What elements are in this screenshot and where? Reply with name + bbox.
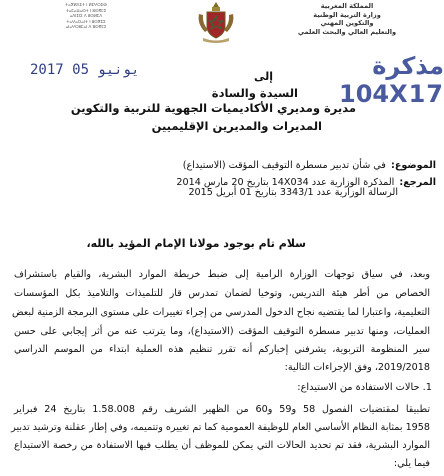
coat-of-arms-icon (195, 0, 237, 44)
section-heading: 1. حالات الاستفادة من الاستيداع: (297, 382, 432, 393)
reference-text-1: المذكرة الوزارية عدد 14X034 بتاريخ 20 مارس 2014 (176, 177, 395, 188)
letterhead-right-line: المملكة المغربية (320, 2, 374, 10)
reference-label: المرجع: (399, 177, 436, 188)
letterhead-tifinagh (40, 2, 132, 30)
body-line: سير المنظومة التربوية، يشرفني إخباركم أنه تقرر تنظيم هذه العملية ابتداء من الموسم الدراسي (14, 344, 430, 355)
body-line: العمليات، ومنها تدبير مسطرة التوقيف المؤقت (الاستيداع)، وما يترتب عنه من أثر إيجابي على حسن (14, 326, 430, 337)
section-line: فيما يلي: (393, 458, 430, 469)
body-line: الخصاص من أطر هيئة التدريس، وتوخيا لضمان تمدرس قار للتلميذات والتلاميذ بكل المؤسسات (14, 288, 430, 299)
letterhead-left-line: ⴰⵏⴰⵖⵔⵓⵎⴰⵏ ⴷ ⵓⵙⴳⵎⵉ (65, 24, 107, 30)
subject-label: الموضوع: (390, 160, 436, 171)
addressee-line-1: السيدة والسادة (211, 86, 298, 100)
addressee-to: إلى (254, 70, 274, 83)
letterhead-left-line: ⵜⴰⴳⵍⴷⵉⵜ ⵏ ⵍⵎⵖⵔⵉⴱ (65, 2, 107, 7)
body-line: وبعد، في سياق توجهات الوزارة الرامية إلى ضبط خريطة الموارد البشرية، والقيام باستشراف (14, 269, 430, 280)
letterhead-left-line: ⵜⴰⵎⴰⵡⴰⵙⵜ ⵏ ⵓⵙⴳⵎⵉ (65, 7, 107, 13)
letterhead-right-line: والتعليم العالي والبحث العلمي (297, 27, 397, 36)
greeting: سلام تام بوجود مولانا الإمام المؤيد بالله، (86, 237, 306, 250)
note-number-stamp: مذكرة 104X17 (339, 52, 444, 108)
body-line: 2019/2018، وفق الإجراءات التالية: (284, 362, 430, 373)
subject-text: في شأن تدبير مسطرة التوقيف المؤقت (الاستيداع) (182, 160, 386, 171)
addressee-line-2: مديرة ومديري الأكاديميات الجهوية للتربية والتكوين (70, 101, 356, 115)
addressee-line-3: المديرات والمديرين الإقليميين (151, 119, 322, 133)
date-stamp: 2017 يونيو 05 (30, 62, 140, 78)
letterhead-left-line: ⵜⴰⵖⴰⵔⴰⵏⵜ ⵏ ⵓⵙⴳⵎⵉ (66, 18, 106, 24)
letterhead-left-line: ⴰⴷⵏⵉⵏⵉ ⴷ ⵓⵙⵍⵎⴷ (69, 13, 103, 19)
letterhead-right-line: والتكوين المهني (320, 19, 374, 28)
letterhead-arabic (272, 2, 422, 36)
section-line: تطبيقا لمقتضيات الفصول 58 و59 و60 من الظهير الشريف رقم 1.58.008 بتاريخ 24 فبراير (14, 404, 430, 415)
letterhead-right-line: وزارة التربية الوطنية (313, 10, 381, 19)
reference-text-2: الرسالة الوزارية عدد 3343/1 بتاريخ 01 أبريل 2015 (188, 187, 398, 198)
section-line: الموارد البشرية، فقد تم تحديد الحالات التي يمكن للموظف أن يطلب فيها الاستفادة من رخصة الاستيداع (14, 440, 430, 451)
section-line: 1958 بمثابة النظام الأساسي العام للوظيفة العمومية كما تم تغييره وتتميمه، وفي إطار عقلنة وترشيد تدبير (11, 422, 430, 433)
body-line: التعليمية، واعتبارا لما يقتضيه نجاح الدخول المدرسي من إجراء تغييرات على مستوى البرمجة الزمنية لبعض (11, 307, 430, 318)
